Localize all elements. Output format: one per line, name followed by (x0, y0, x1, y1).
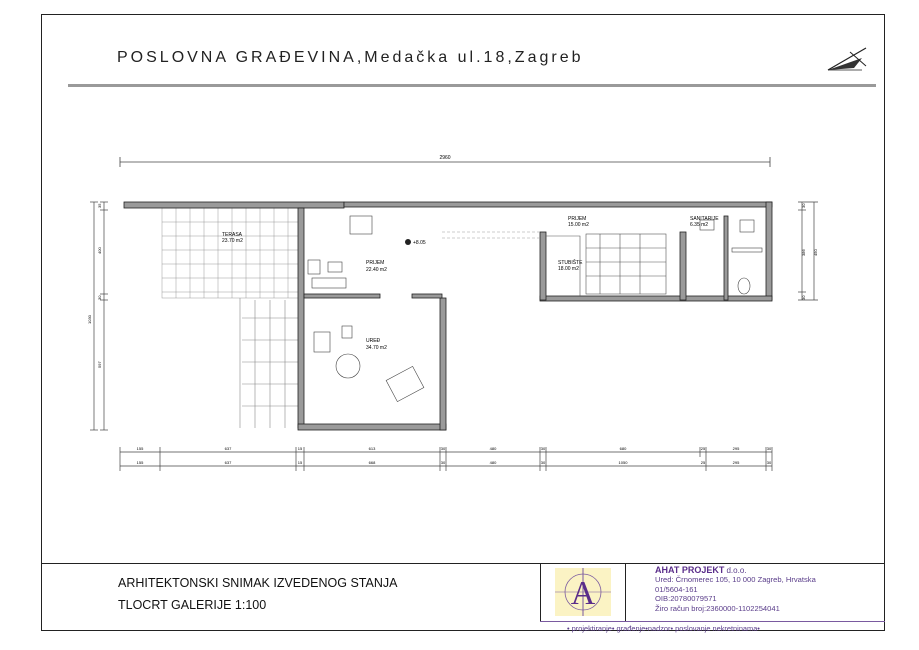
title-underline (68, 84, 876, 87)
room-label-stubiste: STUBIŠTE (558, 260, 583, 266)
floor-plan (80, 150, 818, 480)
drawing-subtitle: TLOCRT GALERIJE 1:100 (118, 598, 267, 612)
terrace-tiles (162, 208, 300, 298)
dimension-label: 637 (224, 460, 232, 465)
dim-right-4: 30 (801, 295, 806, 300)
dimension-label: 155 (136, 460, 144, 465)
services-divider (540, 621, 885, 622)
company-services: • projektiranje• građenje•nadzor• poslovanje nekretninama• (567, 624, 760, 633)
dimension-label: 613 (368, 446, 376, 451)
dim-right-3: 450 (813, 249, 818, 256)
dimension-label: 15 (297, 460, 303, 465)
dimension-label: 637 (224, 446, 232, 451)
dim-total-width: 2960 (439, 155, 451, 161)
dimension-label: 1050 (618, 460, 628, 465)
company-account: Žiro račun broj:2360000-1102254041 (655, 603, 780, 613)
room-label-prijem-2: PRIJEM (568, 216, 587, 222)
dim-right-1: 30 (801, 203, 806, 208)
dimension-label: 30 (540, 460, 546, 465)
left-dimension-line (90, 202, 108, 430)
company-suffix: d.o.o. (726, 566, 747, 575)
dim-left-total: 1030 (87, 315, 92, 324)
drawing-title: ARHITEKTONSKI SNIMAK IZVEDENOG STANJA (118, 576, 398, 590)
dimension-label: 295 (732, 460, 740, 465)
company-name: AHAT PROJEKT (655, 565, 725, 575)
dimension-label: 15 (297, 446, 303, 451)
titleblock-divider (540, 564, 541, 622)
project-title: POSLOVNA GRAĐEVINA,Medačka ul.18,Zagreb (117, 49, 584, 66)
level-mark: +8.05 (413, 240, 426, 246)
dimension-label: 30 (766, 460, 772, 465)
dimension-label: 295 (732, 446, 740, 451)
company-info (655, 566, 816, 613)
bottom-dimension-row-1 (137, 446, 772, 451)
room-area-ured: 34.70 m2 (366, 345, 387, 351)
dimension-label: 25 (700, 460, 706, 465)
company-logo (547, 566, 619, 618)
dim-left-2: 400 (97, 247, 102, 254)
dimension-label: 30 (766, 446, 772, 451)
corridor (442, 232, 540, 238)
room-area-terasa: 23.70 m2 (222, 238, 243, 244)
dimension-label: 30 (440, 460, 446, 465)
dimension-label: 480 (489, 460, 497, 465)
dimension-label: 155 (136, 446, 144, 451)
company-phone: 01/5604-161 (655, 584, 698, 594)
room-label-sanitarije: SANITARIJE (690, 216, 719, 222)
level-mark-icon (405, 239, 411, 245)
pergola-slats (240, 298, 298, 428)
north-arrow-icon (824, 44, 870, 74)
dimension-label: 30 (540, 446, 546, 451)
room-label-ured: UREĐ (366, 338, 381, 344)
titleblock-top-border (41, 563, 885, 564)
bottom-dimension-lines (120, 447, 772, 471)
dim-left-4: 597 (97, 361, 102, 368)
company-address: Ured: Črnomerec 105, 10 000 Zagreb, Hrvatska (655, 575, 816, 585)
room-label-terasa: TERASA (222, 232, 243, 238)
dim-left-3: 30 (97, 295, 102, 300)
dimension-label: 30 (440, 446, 446, 451)
bottom-dimension-row-2 (137, 460, 772, 465)
dimension-label: 25 (700, 446, 706, 451)
room-area-prijem-1: 22.40 m2 (366, 267, 387, 273)
room-label-prijem-1: PRIJEM (366, 260, 385, 266)
company-oib: OIB:20780079571 (655, 594, 717, 604)
room-area-stubiste: 18.00 m2 (558, 266, 579, 272)
dimension-label: 680 (619, 446, 627, 451)
dim-left-1: 35 (97, 203, 102, 208)
furniture (308, 216, 762, 402)
logo-letter: A (570, 575, 596, 612)
titleblock-divider (625, 564, 626, 622)
dim-right-2: 386 (801, 249, 806, 256)
dimension-label: 480 (489, 446, 497, 451)
room-area-sanitarije: 6.35 m2 (690, 222, 709, 228)
room-area-prijem-2: 15.00 m2 (568, 222, 589, 228)
dimension-label: 668 (368, 460, 376, 465)
